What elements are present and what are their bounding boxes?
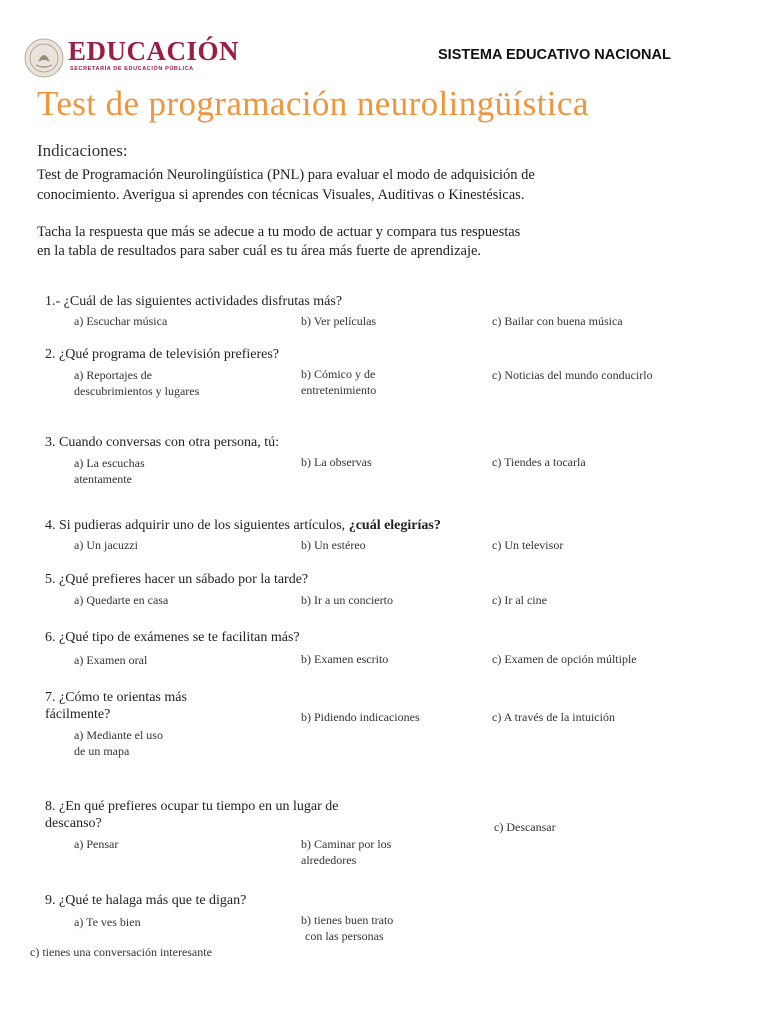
q4-option-c[interactable]: c) Un televisor (492, 538, 564, 552)
page-title: Test de programación neurolingüística (37, 84, 589, 123)
q2-option-c[interactable]: c) Noticias del mundo conducirlo (492, 368, 653, 382)
system-label: SISTEMA EDUCATIVO NACIONAL (438, 47, 671, 63)
q1-option-c[interactable]: c) Bailar con buena música (492, 314, 623, 328)
q7-option-c[interactable]: c) A través de la intuición (492, 710, 615, 724)
question-8-line-1: 8. ¿En qué prefieres ocupar tu tiempo en un lugar de (45, 799, 339, 814)
q3-option-a-line-1: a) La escuchas (74, 456, 145, 470)
q7-option-a-line-2: de un mapa (74, 744, 130, 758)
intro-line-2: conocimiento. Averigua si aprendes con técnicas Visuales, Auditivas o Kinestésicas. (37, 187, 525, 203)
q7-option-a[interactable] (74, 727, 163, 759)
q2-option-a-line-2: descubrimientos y lugares (74, 384, 200, 398)
q4-option-a[interactable]: a) Un jacuzzi (74, 538, 138, 552)
q4-option-b[interactable]: b) Un estéreo (301, 538, 366, 552)
logo-text: EDUCACIÓN (68, 36, 240, 66)
intro-line-1: Test de Programación Neurolingüística (PNL) para evaluar el modo de adquisición de (37, 167, 535, 183)
q6-option-b[interactable]: b) Examen escrito (301, 652, 389, 666)
q7-option-a-line-1: a) Mediante el uso (74, 728, 163, 742)
q3-option-a-line-2: atentamente (74, 472, 132, 486)
q6-option-a[interactable]: a) Examen oral (74, 653, 148, 667)
q2-option-b-line-1: b) Cómico y de (301, 367, 376, 381)
question-7-line-1: 7. ¿Cómo te orientas más (45, 690, 187, 705)
intro-line-3: Tacha la respuesta que más se adecue a tu modo de actuar y compara tus respuestas (37, 224, 521, 240)
question-4 (45, 517, 441, 534)
q2-option-a-line-1: a) Reportajes de (74, 368, 152, 382)
q5-option-b[interactable]: b) Ir a un concierto (301, 593, 393, 607)
q8-option-b[interactable] (301, 836, 391, 868)
question-6: 6. ¿Qué tipo de exámenes se te facilitan más? (45, 630, 300, 645)
logo-subtitle: SECRETARÍA DE EDUCACIÓN PÚBLICA (70, 66, 194, 72)
question-1: 1.- ¿Cuál de las siguientes actividades disfrutas más? (45, 294, 343, 309)
q9-option-b-line-2: con las personas (305, 929, 384, 943)
q9-option-b[interactable] (301, 912, 393, 944)
q3-option-c[interactable]: c) Tiendes a tocarla (492, 455, 586, 469)
q5-option-c[interactable]: c) Ir al cine (492, 593, 547, 607)
question-8-line-2: descanso? (45, 816, 102, 831)
question-4-text: 4. Si pudieras adquirir uno de los siguientes artículos, (45, 518, 349, 533)
q1-option-b[interactable]: b) Ver películas (301, 314, 377, 328)
government-seal-icon (24, 38, 64, 78)
q3-option-b[interactable]: b) La observas (301, 455, 372, 469)
q9-option-a[interactable]: a) Te ves bien (74, 915, 141, 929)
q6-option-c[interactable]: c) Examen de opción múltiple (492, 652, 637, 666)
question-7 (45, 689, 187, 723)
q8-option-a[interactable]: a) Pensar (74, 837, 119, 851)
q3-option-a[interactable] (74, 455, 145, 487)
q9-option-c[interactable]: c) tienes una conversación interesante (30, 945, 212, 959)
question-8 (45, 798, 339, 832)
q2-option-a[interactable] (74, 367, 199, 399)
q7-option-b[interactable]: b) Pidiendo indicaciones (301, 710, 420, 724)
q8-option-b-line-2: alrededores (301, 853, 357, 867)
question-9: 9. ¿Qué te halaga más que te digan? (45, 893, 247, 908)
q8-option-c[interactable]: c) Descansar (494, 820, 556, 834)
intro-line-4: en la tabla de resultados para saber cuál es tu área más fuerte de aprendizaje. (37, 243, 482, 259)
question-4-emphasis: ¿cuál elegirías? (348, 518, 441, 533)
q9-option-b-line-1: b) tienes buen trato (301, 913, 394, 927)
question-3: 3. Cuando conversas con otra persona, tú: (45, 435, 280, 450)
question-5: 5. ¿Qué prefieres hacer un sábado por la tarde? (45, 572, 309, 587)
q2-option-b-line-2: entretenimiento (301, 383, 377, 397)
q2-option-b[interactable] (301, 366, 376, 398)
q5-option-a[interactable]: a) Quedarte en casa (74, 593, 169, 607)
question-2: 2. ¿Qué programa de televisión prefieres? (45, 347, 280, 362)
q1-option-a[interactable]: a) Escuchar música (74, 314, 168, 328)
indicaciones-heading: Indicaciones: (37, 141, 128, 160)
question-7-line-2: fácilmente? (45, 707, 111, 722)
q8-option-b-line-1: b) Caminar por los (301, 837, 392, 851)
